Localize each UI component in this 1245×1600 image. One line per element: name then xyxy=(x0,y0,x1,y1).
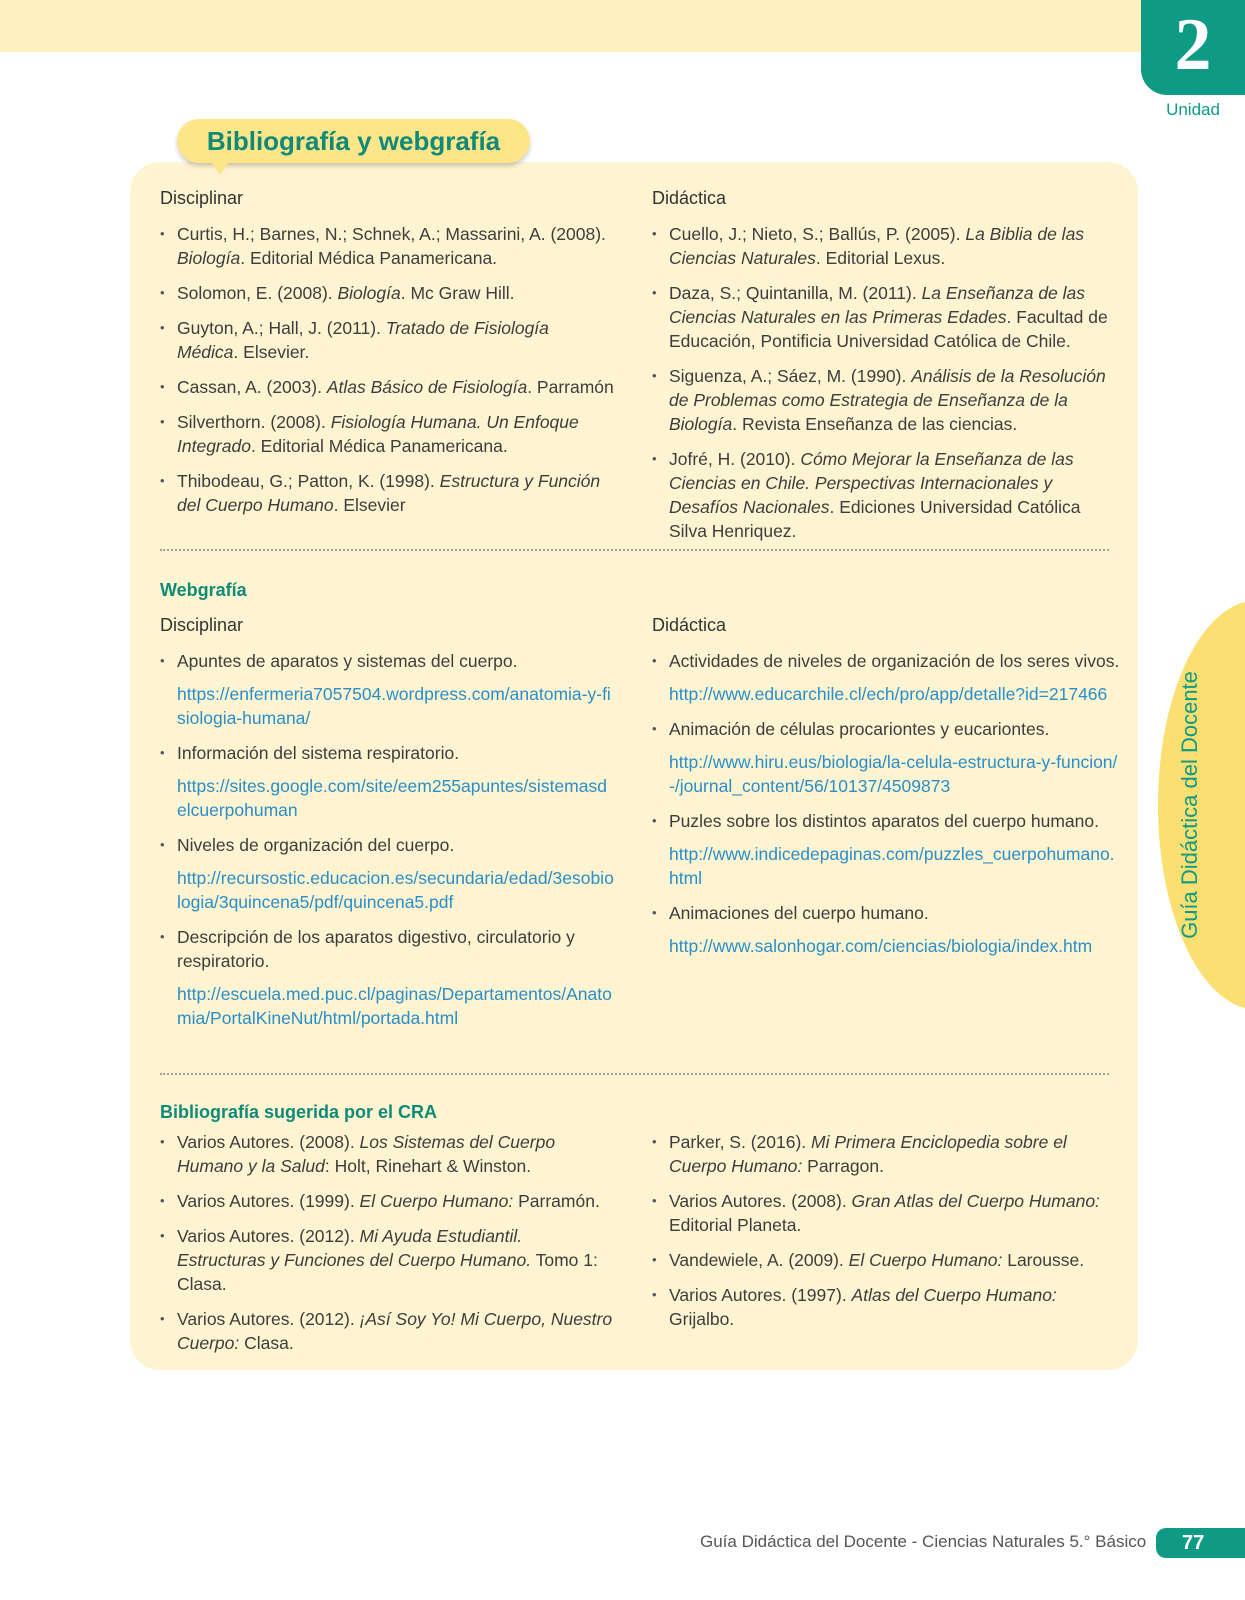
web-resource-item: • Apuntes de aparatos y sistemas del cuerpo. xyxy=(160,649,615,673)
reference-text: Atlas Básico de Fisiología xyxy=(326,377,528,397)
reference-text: Fisiología Humana. Un Enfoque Integrado xyxy=(177,412,579,456)
reference-item xyxy=(160,410,615,458)
reference-text: Thibodeau, G.; Patton, K. (1998). xyxy=(177,471,440,491)
reference-item xyxy=(160,1189,615,1213)
reference-text: El Cuerpo Humano: xyxy=(359,1191,514,1211)
side-label: Guía Didáctica del Docente xyxy=(1177,671,1202,939)
divider xyxy=(160,549,1109,551)
web-resource-link[interactable]: http://www.educarchile.cl/ech/pro/app/detalle?id=217466 xyxy=(669,684,1108,704)
reference-text: Siguenza, A.; Sáez, M. (1990). xyxy=(669,366,912,386)
web-resource-link[interactable]: http://www.hiru.eus/biologia/la-celula-estructura-y-funcion/-/journal_content/56/10137/4509873 xyxy=(669,752,1118,796)
reference-item xyxy=(652,222,1117,270)
reference-text: . Editorial Médica Panamericana. xyxy=(250,436,508,456)
reference-text: Cassan, A. (2003). xyxy=(177,377,327,397)
web-disciplinar xyxy=(160,615,615,1041)
reference-item xyxy=(160,375,615,399)
unit-number: 2 xyxy=(1174,3,1212,86)
web-didactica-list xyxy=(652,649,1122,958)
reference-text: Larousse. xyxy=(1002,1250,1085,1270)
reference-text: Guyton, A.; Hall, J. (2011). xyxy=(177,318,386,338)
web-resource-link[interactable]: http://recursostic.educacion.es/secundaria/edad/3esobiologia/3quincena5/pdf/quincena5.pdf xyxy=(177,868,614,912)
reference-text: El Cuerpo Humano: xyxy=(848,1250,1003,1270)
reference-text: ¡Así Soy Yo! Mi Cuerpo, Nuestro Cuerpo: xyxy=(177,1309,613,1353)
reference-text: Mi Ayuda Estudiantil. Estructuras y Funciones del Cuerpo Humano. xyxy=(177,1226,532,1270)
footer-text: Guía Didáctica del Docente - Ciencias Naturales 5.° Básico xyxy=(700,1532,1147,1551)
unit-label: Unidad xyxy=(1166,100,1220,119)
web-resource-link[interactable]: http://escuela.med.puc.cl/paginas/Departamentos/Anatomia/PortalKineNut/html/portada.html xyxy=(177,984,612,1028)
reference-text: . Elsevier. xyxy=(233,342,310,362)
reference-text: Atlas del Cuerpo Humano: xyxy=(851,1285,1057,1305)
reference-text: Parragon. xyxy=(802,1156,884,1176)
reference-text: Silverthorn. (2008). xyxy=(177,412,331,432)
web-resource-link[interactable]: http://www.salonhogar.com/ciencias/biologia/index.htm xyxy=(669,936,1093,956)
cra-right xyxy=(652,1130,1122,1342)
reference-text: . Revista Enseñanza de las ciencias. xyxy=(732,414,1018,434)
reference-item xyxy=(652,1283,1122,1331)
web-resource-item: • Actividades de niveles de organización de los seres vivos. xyxy=(652,649,1122,673)
reference-text: . Editorial Médica Panamericana. xyxy=(240,248,498,268)
web-resource-item: • Niveles de organización del cuerpo. xyxy=(160,833,615,857)
reference-item xyxy=(652,447,1117,543)
reference-text: La Enseñanza de las Ciencias Naturales en las Primeras Edades xyxy=(669,283,1086,327)
web-disciplinar-heading: Disciplinar xyxy=(160,615,244,635)
reference-text: Tratado de Fisiología Médica xyxy=(177,318,549,362)
reference-text: Curtis, H.; Barnes, N.; Schnek, A.; Massarini, A. (2008). xyxy=(177,224,606,244)
reference-text: Vandewiele, A. (2009). xyxy=(669,1250,849,1270)
reference-text: La Biblia de las Ciencias Naturales xyxy=(669,224,1085,268)
reference-text: Gran Atlas del Cuerpo Humano: xyxy=(851,1191,1100,1211)
web-resource-item: • Animaciones del cuerpo humano. xyxy=(652,901,1122,925)
reference-text: Biología xyxy=(337,283,401,303)
reference-item xyxy=(652,1130,1122,1178)
reference-text: Varios Autores. (1999). xyxy=(177,1191,360,1211)
cra-left-list xyxy=(160,1130,615,1355)
reference-text: Daza, S.; Quintanilla, M. (2011). xyxy=(669,283,922,303)
reference-item xyxy=(160,1130,615,1178)
web-resource-link[interactable]: https://enfermeria7057504.wordpress.com/anatomia-y-fisiologia-humana/ xyxy=(177,684,611,728)
reference-item xyxy=(160,281,615,305)
bib-didactica-list xyxy=(652,222,1117,543)
unit-tab xyxy=(1141,0,1245,95)
reference-text: Análisis de la Resolución de Problemas como Estrategia de Enseñanza de la Biología xyxy=(669,366,1106,434)
cra-left xyxy=(160,1130,615,1366)
web-disciplinar-list xyxy=(160,649,615,1030)
reference-text: Varios Autores. (2012). xyxy=(177,1226,360,1246)
webgrafia-heading: Webgrafía xyxy=(160,580,247,600)
reference-text: Varios Autores. (2008). xyxy=(177,1132,360,1152)
reference-item xyxy=(160,222,615,270)
reference-item xyxy=(160,1307,615,1355)
reference-text: Varios Autores. (2008). xyxy=(669,1191,852,1211)
reference-item xyxy=(652,364,1117,436)
page-number-text: 77 xyxy=(1182,1531,1205,1554)
web-didactica-heading: Didáctica xyxy=(652,615,727,635)
reference-text: . Mc Graw Hill. xyxy=(400,283,515,303)
reference-text: Cuello, J.; Nieto, S.; Ballús, P. (2005). xyxy=(669,224,966,244)
reference-item xyxy=(652,281,1117,353)
bib-disciplinar-heading: Disciplinar xyxy=(160,188,244,208)
bib-didactica-heading: Didáctica xyxy=(652,188,727,208)
reference-text: : Holt, Rinehart & Winston. xyxy=(324,1156,532,1176)
reference-text: . Facultad de Educación, Pontificia Universidad Católica de Chile. xyxy=(669,307,1108,351)
cra-right-list xyxy=(652,1130,1122,1331)
top-band xyxy=(0,0,1142,52)
reference-text: Mi Primera Enciclopedia sobre el Cuerpo Humano: xyxy=(669,1132,1067,1176)
bib-disciplinar-list xyxy=(160,222,615,517)
reference-text: Parker, S. (2016). xyxy=(669,1132,812,1152)
reference-text: Los Sistemas del Cuerpo Humano y la Salud xyxy=(177,1132,556,1176)
bib-didactica xyxy=(652,188,1117,554)
bib-disciplinar xyxy=(160,188,615,528)
reference-item xyxy=(652,1189,1122,1237)
reference-item xyxy=(652,1248,1122,1272)
section-title-badge xyxy=(177,119,530,163)
reference-text: Grijalbo. xyxy=(669,1309,735,1329)
reference-text: Parramón. xyxy=(513,1191,600,1211)
reference-item xyxy=(160,316,615,364)
reference-item xyxy=(160,469,615,517)
web-resource-item: • Animación de células procariontes y eucariontes. xyxy=(652,717,1122,741)
reference-text: . Parramón xyxy=(527,377,614,397)
reference-text: Varios Autores. (1997). xyxy=(669,1285,852,1305)
reference-text: Tomo 1: Clasa. xyxy=(177,1250,598,1294)
web-didactica xyxy=(652,615,1122,969)
web-resource-item: • Descripción de los aparatos digestivo, circulatorio y respiratorio. xyxy=(160,925,615,973)
page-title: Bibliografía y webgrafía xyxy=(206,125,501,156)
cra-heading: Bibliografía sugerida por el CRA xyxy=(160,1102,438,1122)
web-resource-item: • Información del sistema respiratorio. xyxy=(160,741,615,765)
reference-text: . Editorial Lexus. xyxy=(815,248,946,268)
reference-item xyxy=(160,1224,615,1296)
web-resource-link[interactable]: https://sites.google.com/site/eem255apuntes/sistemasdelcuerpohuman xyxy=(177,776,607,820)
page-number xyxy=(1156,1528,1245,1558)
web-resource-item: • Puzles sobre los distintos aparatos del cuerpo humano. xyxy=(652,809,1122,833)
reference-text: Clasa. xyxy=(239,1333,294,1353)
reference-text: . Ediciones Universidad Católica Silva Henriquez. xyxy=(669,497,1081,541)
reference-text: Estructura y Función del Cuerpo Humano xyxy=(177,471,601,515)
reference-text: Jofré, H. (2010). xyxy=(669,449,801,469)
reference-text: Cómo Mejorar la Enseñanza de las Ciencias en Chile. Perspectivas Internacionales y Desafíos Nacionales xyxy=(669,449,1074,517)
reference-text: Varios Autores. (2012). xyxy=(177,1309,360,1329)
web-resource-link[interactable]: http://www.indicedepaginas.com/puzzles_cuerpohumano.html xyxy=(669,844,1115,888)
reference-text: . Elsevier xyxy=(333,495,406,515)
reference-text: Biología xyxy=(177,248,241,268)
reference-text: Editorial Planeta. xyxy=(669,1215,802,1235)
reference-text: Solomon, E. (2008). xyxy=(177,283,338,303)
divider xyxy=(160,1073,1109,1075)
